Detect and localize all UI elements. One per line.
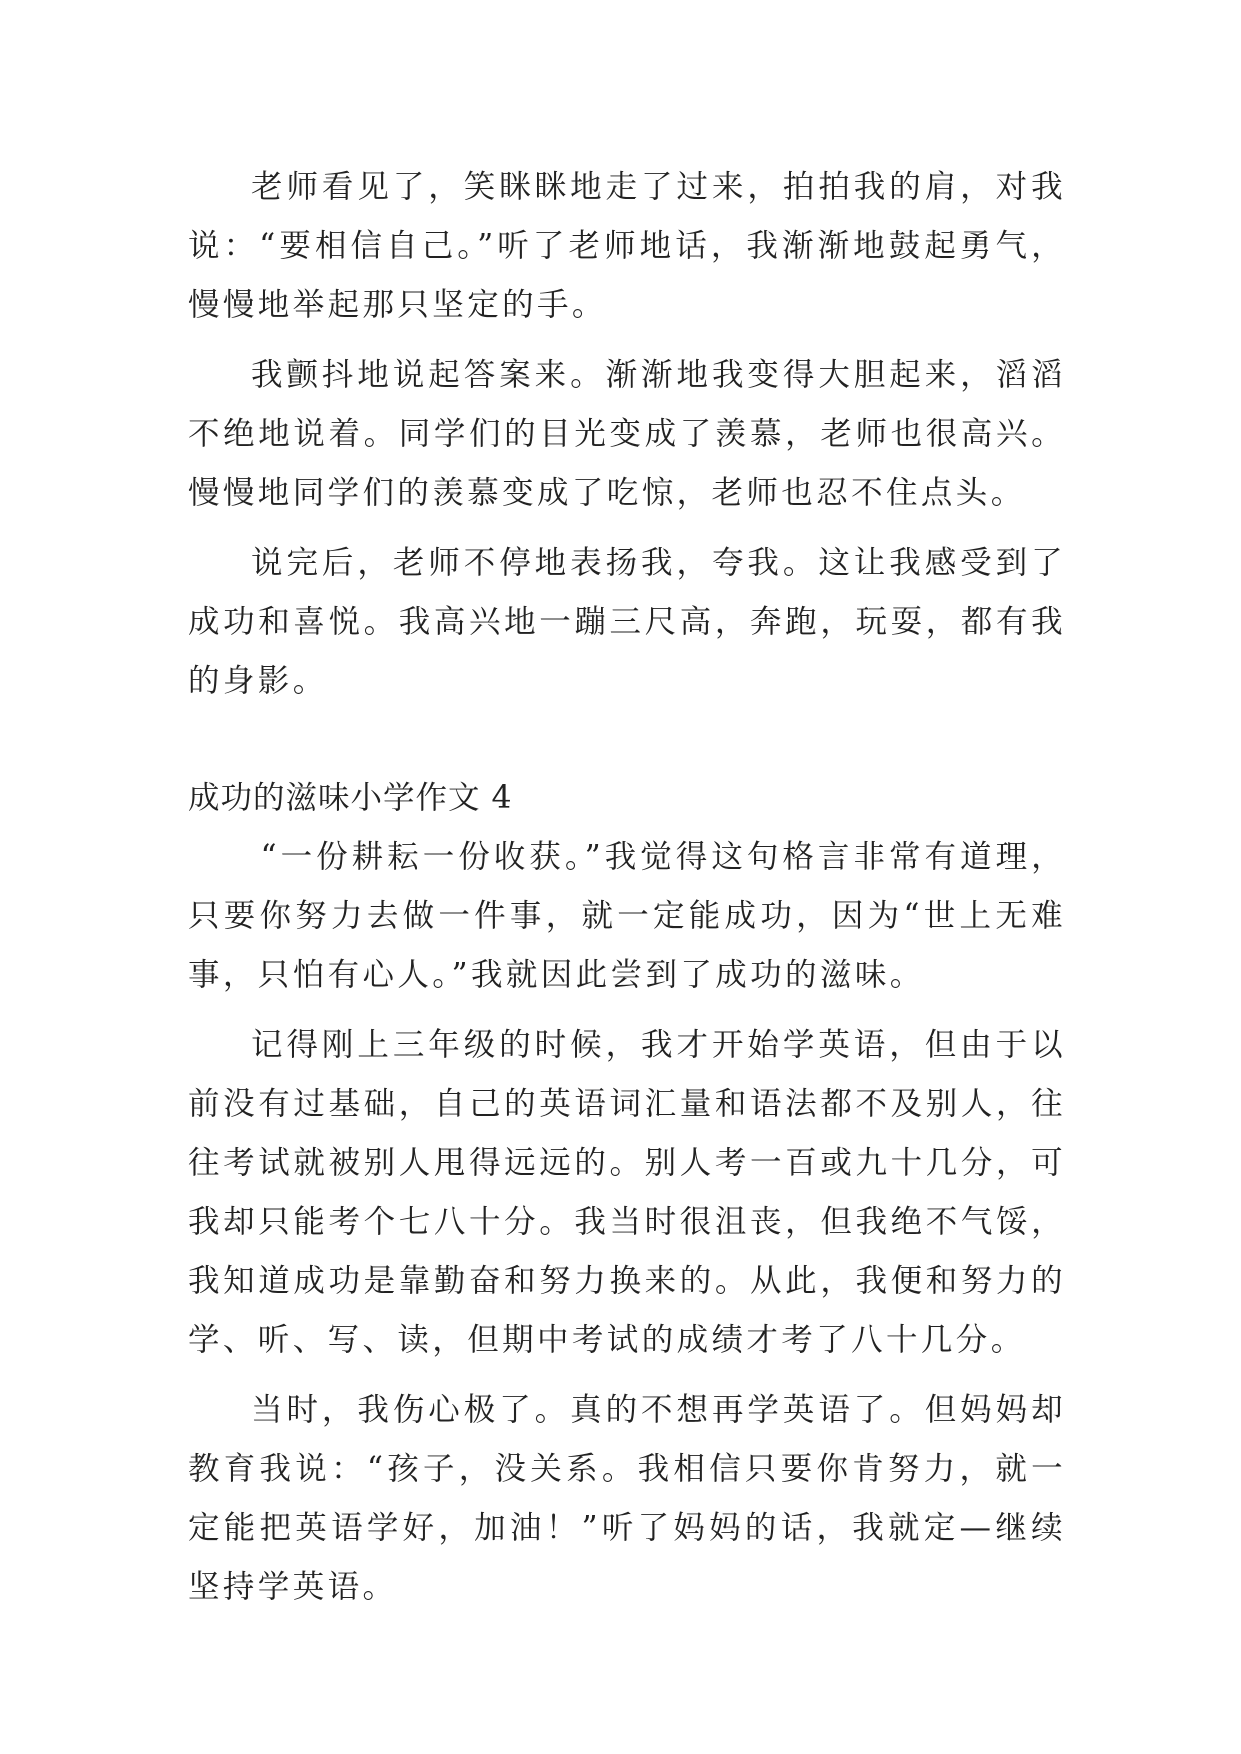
paragraph: 说完后，老师不停地表扬我，夸我。这让我感受到了成功和喜悦。我高兴地一蹦三尺高，奔跑，玩耍，都有我的身影。	[188, 545, 1066, 699]
section-heading: 成功的滋味小学作文 4	[188, 780, 513, 816]
paragraph: 我颤抖地说起答案来。渐渐地我变得大胆起来，滔滔不绝地说着。同学们的目光变成了羡慕，老师也很高兴。慢慢地同学们的羡慕变成了吃惊，老师也忍不住点头。	[188, 357, 1066, 511]
paragraph: 当时，我伤心极了。真的不想再学英语了。但妈妈却教育我说：“孩子，没关系。我相信只要你肯努力，就一定能把英语学好，加油！”听了妈妈的话，我就定—继续坚持学英语。	[188, 1392, 1066, 1605]
paragraph: “一份耕耘一份收获。”我觉得这句格言非常有道理，只要你努力去做一件事，就一定能成功，因为“世上无难事，只怕有心人。”我就因此尝到了成功的滋味。	[188, 839, 1066, 993]
document-body	[188, 158, 1066, 1628]
paragraph: 老师看见了，笑眯眯地走了过来，拍拍我的肩，对我说：“要相信自己。”听了老师地话，我渐渐地鼓起勇气，慢慢地举起那只坚定的手。	[188, 169, 1066, 323]
paragraph: 记得刚上三年级的时候，我才开始学英语，但由于以前没有过基础，自己的英语词汇量和语法都不及别人，往往考试就被别人甩得远远的。别人考一百或九十几分，可我却只能考个七八十分。我当时很沮丧，但我绝不气馁，我知道成功是靠勤奋和努力换来的。从此，我便和努力的学、听、写、读，但期中考试的成绩才考了八十几分。	[188, 1027, 1066, 1358]
